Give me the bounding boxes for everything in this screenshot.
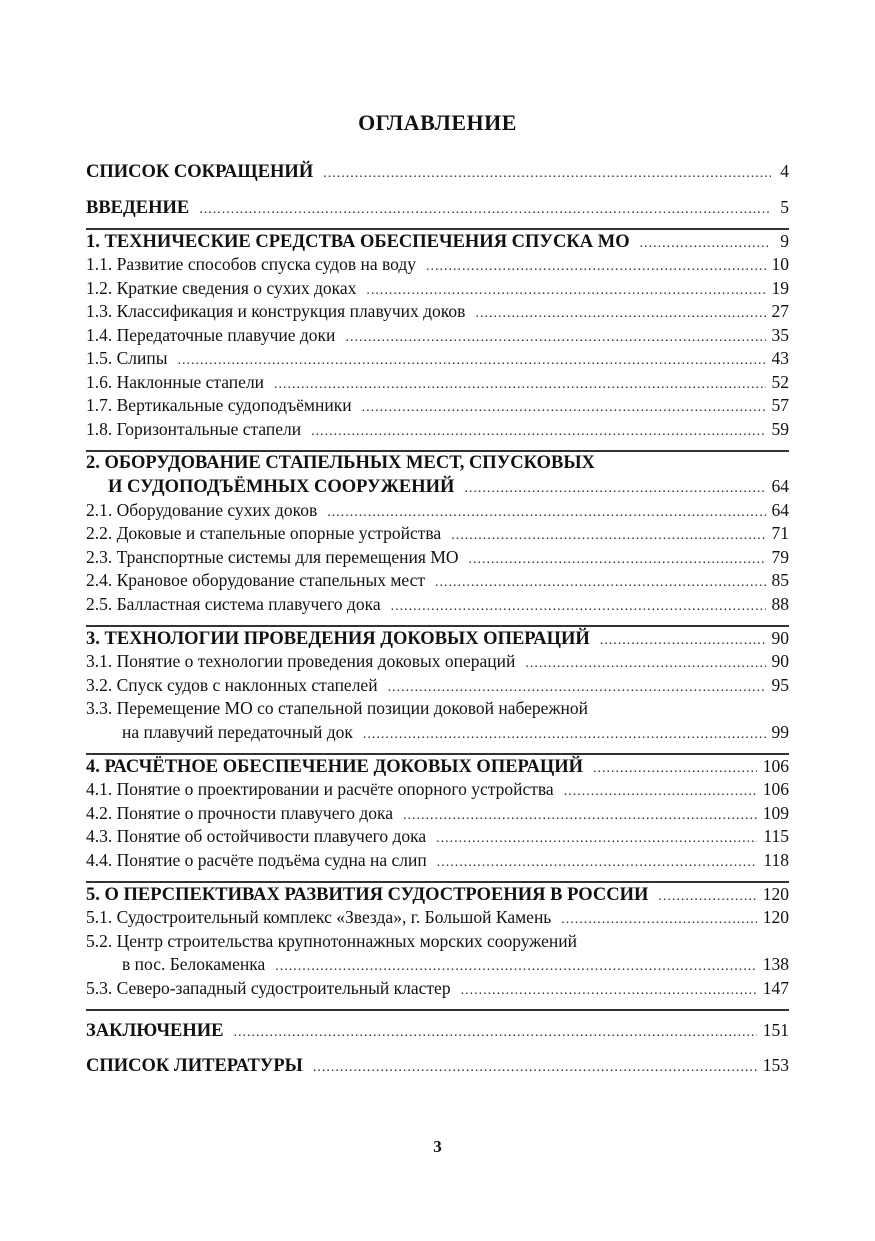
toc-entry-label: 1.2. Краткие сведения о сухих доках — [86, 277, 357, 298]
toc-section-2-2[interactable] — [86, 522, 789, 546]
toc-entry-abbreviations[interactable] — [86, 160, 789, 184]
toc-entry-label: на плавучий передаточный док — [122, 721, 353, 742]
toc-section-1-4[interactable] — [86, 324, 789, 348]
toc-section-4-4[interactable] — [86, 849, 789, 873]
toc-entry-label: СПИСОК ЛИТЕРАТУРЫ — [86, 1056, 303, 1076]
toc-entry-page: 9 — [780, 230, 789, 251]
toc-entry-page: 151 — [762, 1019, 789, 1040]
toc-section-4-3[interactable] — [86, 825, 789, 849]
toc-entry-page: 10 — [771, 254, 789, 274]
toc-entry-label: 2. ОБОРУДОВАНИЕ СТАПЕЛЬНЫХ МЕСТ, СПУСКОВЫХ — [86, 452, 595, 473]
toc-section-1-1[interactable] — [86, 253, 789, 277]
dot-leader — [388, 676, 766, 700]
toc-section-5-2[interactable] — [86, 930, 789, 954]
toc-entry-label: 4.3. Понятие об остойчивости плавучего дока — [86, 826, 427, 846]
dot-leader — [464, 477, 765, 501]
dot-leader — [345, 326, 765, 350]
toc-entry-label: 4. РАСЧЁТНОЕ ОБЕСПЕЧЕНИЕ ДОКОВЫХ ОПЕРАЦИЙ — [86, 756, 584, 777]
toc-entry-page: 90 — [771, 627, 789, 648]
toc-section-3-1[interactable] — [86, 650, 789, 674]
toc-chapter-2-cont[interactable] — [86, 475, 789, 499]
toc-section-5-2-cont[interactable] — [86, 953, 789, 977]
dot-leader — [391, 595, 766, 619]
dot-leader — [469, 548, 766, 572]
dot-leader — [313, 1056, 757, 1080]
dot-leader — [426, 255, 765, 279]
dot-leader — [437, 851, 758, 875]
dot-leader — [274, 373, 765, 397]
toc-entry-page: 5 — [780, 196, 789, 217]
toc-entry-page: 138 — [762, 954, 789, 974]
toc-entry-label: 5.3. Северо-западный судостроительный кластер — [86, 977, 451, 998]
toc-entry-page: 64 — [771, 476, 789, 496]
toc-entry-page: 52 — [771, 371, 789, 392]
toc-entry-page: 147 — [762, 977, 789, 998]
toc-section-1-2[interactable] — [86, 277, 789, 301]
toc-entry-page: 79 — [771, 546, 789, 567]
toc-entry-label: 1.8. Горизонтальные стапели — [86, 418, 302, 439]
toc-entry-label: 3.2. Спуск судов с наклонных стапелей — [86, 674, 378, 695]
toc-entry-label: 5.2. Центр строительства крупнотоннажных морских сооружений — [86, 930, 577, 951]
dot-leader — [234, 1021, 757, 1045]
toc-entry-page: 106 — [762, 755, 789, 776]
dot-leader — [403, 804, 757, 828]
dot-leader — [323, 162, 771, 186]
page-number: 3 — [433, 1137, 442, 1156]
toc-entry-page: 118 — [763, 849, 789, 870]
page-title: ОГЛАВЛЕНИЕ — [358, 110, 517, 135]
toc-entry-label: 2.4. Крановое оборудование стапельных мест — [86, 570, 426, 590]
toc-entry-label: 5.1. Судостроительный комплекс «Звезда», г. Большой Камень — [86, 907, 552, 927]
toc-section-1-8[interactable] — [86, 418, 789, 442]
toc-entry-conclusion[interactable] — [86, 1019, 789, 1043]
toc-entry-page: 64 — [771, 499, 789, 520]
toc-entry-page: 43 — [771, 348, 789, 368]
dot-leader — [475, 302, 765, 326]
toc-entry-page: 85 — [771, 570, 789, 590]
toc-entry-label: 1.4. Передаточные плавучие доки — [86, 324, 336, 345]
toc-entry-label: 1. ТЕХНИЧЕСКИЕ СРЕДСТВА ОБЕСПЕЧЕНИЯ СПУСКА МО — [86, 231, 630, 252]
toc-section-2-1[interactable] — [86, 499, 789, 523]
toc-entry-label: 1.7. Вертикальные судоподъёмники — [86, 395, 352, 415]
dot-leader — [436, 827, 757, 851]
toc-entry-page: 153 — [762, 1055, 789, 1075]
toc-section-2-5[interactable] — [86, 593, 789, 617]
dot-leader — [640, 232, 771, 256]
toc-entry-page: 99 — [771, 721, 789, 742]
toc-chapter-4[interactable] — [86, 755, 789, 779]
toc-entry-label: 2.2. Доковые и стапельные опорные устройства — [86, 523, 442, 543]
toc-entry-page: 88 — [771, 593, 789, 614]
toc-entry-label: И СУДОПОДЪЁМНЫХ СООРУЖЕНИЙ — [108, 477, 455, 497]
dot-leader — [311, 420, 765, 444]
toc-entry-label: 4.2. Понятие о прочности плавучего дока — [86, 802, 394, 823]
dot-leader — [658, 885, 756, 909]
toc-entry-page: 35 — [771, 324, 789, 345]
dot-leader — [362, 396, 766, 420]
toc-entry-page: 19 — [771, 277, 789, 298]
toc-entry-label: 1.3. Классификация и конструкция плавучих доков — [86, 301, 466, 321]
toc-entry-label: 3.1. Понятие о технологии проведения доковых операций — [86, 651, 516, 671]
dot-leader — [178, 349, 766, 373]
toc-entry-page: 95 — [771, 674, 789, 695]
dot-leader — [525, 652, 765, 676]
dot-leader — [600, 629, 766, 653]
dot-leader — [593, 757, 757, 781]
toc-section-3-3[interactable] — [86, 697, 789, 721]
toc-entry-label: ЗАКЛЮЧЕНИЕ — [86, 1020, 224, 1041]
toc-chapter-1[interactable] — [86, 230, 789, 254]
toc-section-5-3[interactable] — [86, 977, 789, 1001]
toc-section-2-4[interactable] — [86, 569, 789, 593]
table-of-contents — [86, 160, 789, 1078]
section-divider — [86, 1009, 789, 1011]
dot-leader — [366, 279, 765, 303]
toc-section-4-1[interactable] — [86, 778, 789, 802]
toc-section-1-3[interactable] — [86, 300, 789, 324]
toc-entry-label: 1.1. Развитие способов спуска судов на воду — [86, 254, 417, 274]
dot-leader — [327, 501, 765, 525]
dot-leader — [564, 780, 757, 804]
toc-entry-label: 1.6. Наклонные стапели — [86, 371, 265, 392]
toc-entry-label: СПИСОК СОКРАЩЕНИЙ — [86, 162, 314, 182]
toc-section-2-3[interactable] — [86, 546, 789, 570]
dot-leader — [435, 571, 765, 595]
toc-entry-page: 57 — [771, 395, 789, 415]
toc-chapter-3[interactable] — [86, 627, 789, 651]
dot-leader — [451, 524, 765, 548]
dot-leader — [363, 723, 766, 747]
toc-entry-label: 1.5. Слипы — [86, 348, 168, 368]
toc-entry-label: в пос. Белокаменка — [122, 954, 266, 974]
toc-entry-label: 2.1. Оборудование сухих доков — [86, 499, 318, 520]
toc-entry-page: 120 — [762, 883, 789, 904]
toc-entry-page: 90 — [771, 651, 789, 671]
toc-entry-label: ВВЕДЕНИЕ — [86, 197, 190, 218]
toc-entry-introduction[interactable] — [86, 196, 789, 220]
toc-entry-page: 4 — [780, 161, 789, 181]
toc-section-5-1[interactable] — [86, 906, 789, 930]
dot-leader — [461, 979, 757, 1003]
toc-entry-label: 4.4. Понятие о расчёте подъёма судна на слип — [86, 849, 427, 870]
toc-section-4-2[interactable] — [86, 802, 789, 826]
toc-entry-label: 4.1. Понятие о проектировании и расчёте опорного устройства — [86, 779, 554, 799]
toc-entry-references[interactable] — [86, 1054, 789, 1078]
toc-section-1-7[interactable] — [86, 394, 789, 418]
toc-section-1-5[interactable] — [86, 347, 789, 371]
toc-entry-label: 5. О ПЕРСПЕКТИВАХ РАЗВИТИЯ СУДОСТРОЕНИЯ В РОССИИ — [86, 884, 649, 905]
toc-entry-label: 3. ТЕХНОЛОГИИ ПРОВЕДЕНИЯ ДОКОВЫХ ОПЕРАЦИЙ — [86, 628, 590, 649]
toc-section-3-2[interactable] — [86, 674, 789, 698]
toc-section-1-6[interactable] — [86, 371, 789, 395]
toc-entry-page: 106 — [762, 779, 789, 799]
dot-leader — [561, 908, 756, 932]
toc-entry-page: 27 — [771, 301, 789, 321]
toc-entry-page: 109 — [762, 802, 789, 823]
toc-entry-label: 2.5. Балластная система плавучего дока — [86, 593, 381, 614]
toc-section-3-3-cont[interactable] — [86, 721, 789, 745]
toc-entry-page: 71 — [771, 523, 789, 543]
toc-chapter-5[interactable] — [86, 883, 789, 907]
toc-entry-page: 120 — [762, 907, 789, 927]
toc-entry-label: 2.3. Транспортные системы для перемещения МО — [86, 546, 459, 567]
toc-chapter-2[interactable] — [86, 452, 789, 476]
toc-entry-page: 59 — [771, 418, 789, 439]
dot-leader — [199, 198, 771, 222]
dot-leader — [275, 955, 757, 979]
toc-entry-page: 115 — [763, 826, 789, 846]
toc-entry-label: 3.3. Перемещение МО со стапельной позиции доковой набережной — [86, 698, 589, 718]
